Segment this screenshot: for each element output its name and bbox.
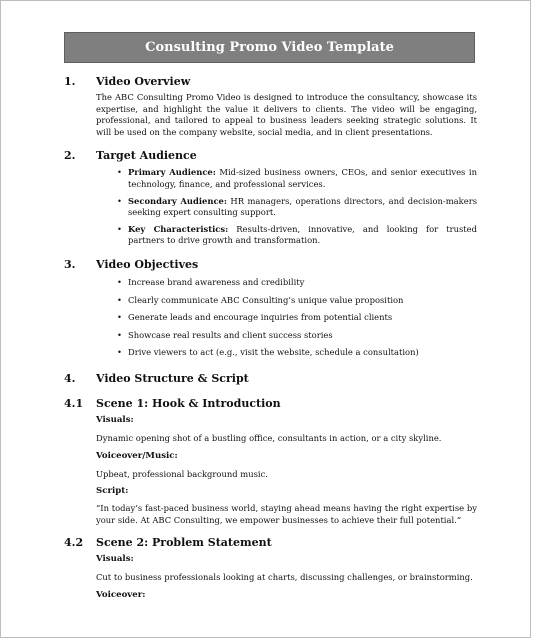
bullet-icon: • <box>117 347 122 358</box>
item-text: Showcase real results and client success stories <box>128 329 333 340</box>
list-item <box>96 295 477 307</box>
section-number: 3. <box>64 257 76 271</box>
list-item <box>96 196 477 219</box>
item-text: Clearly communicate ABC Consulting’s unique value proposition <box>128 294 404 305</box>
bullet-icon: • <box>117 294 122 305</box>
section-video-structure <box>64 372 477 386</box>
scene-heading <box>64 536 477 550</box>
item-text: Generate leads and encourage inquiries from potential clients <box>128 312 393 323</box>
section-heading <box>64 149 477 163</box>
visuals-label: Visuals: <box>96 554 134 565</box>
list-item <box>96 330 477 342</box>
visuals-label: Visuals: <box>96 414 134 425</box>
visuals-text: Dynamic opening shot of a bustling office, consultants in action, or a city skyline. <box>96 432 442 443</box>
voiceover-label: Voiceover: <box>96 589 146 600</box>
section-target-audience <box>64 149 477 247</box>
section-video-overview <box>64 75 477 138</box>
section-title: Target Audience <box>96 149 197 163</box>
section-heading <box>64 258 477 272</box>
section-number: 4. <box>64 371 76 385</box>
item-label: Primary Audience: <box>128 167 216 178</box>
scene-1 <box>64 397 477 526</box>
title-banner <box>64 32 475 63</box>
section-title: Video Structure & Script <box>96 371 249 385</box>
script-text: “In today’s fast-paced business world, staying ahead means having the right expertise by your side. At ABC Consulting, we empower businesses to achieve their full potential.” <box>96 503 477 525</box>
list-item <box>96 167 477 190</box>
scene-number: 4.1 <box>64 396 84 410</box>
visuals-text: Cut to business professionals looking at charts, discussing challenges, or brainstorming. <box>96 572 473 583</box>
scene-number: 4.2 <box>64 536 84 550</box>
section-number: 1. <box>64 75 76 88</box>
section-video-objectives <box>64 258 477 359</box>
item-text: Mid-sized business owners, CEOs, and senior executives in technology, finance, and professional services. <box>128 167 477 189</box>
section-title: Video Objectives <box>96 257 199 271</box>
scene-title: Scene 1: Hook & Introduction <box>96 396 281 410</box>
section-heading <box>64 372 477 386</box>
list-item <box>96 277 477 289</box>
overview-paragraph: The ABC Consulting Promo Video is designed to introduce the consultancy, showcase its expertise, and highlight the value it delivers to clients. The video will be engaging, professional, and tailored to appeal to business leaders seeking strategic solutions. It will be used on the company website, social media, and in client presentations. <box>96 92 477 137</box>
list-item <box>96 224 477 247</box>
list-item <box>96 347 477 359</box>
list-item <box>96 312 477 324</box>
document-body <box>64 75 477 601</box>
script-label: Script: <box>96 486 129 497</box>
voiceover-label: Voiceover/Music: <box>96 450 178 461</box>
bullet-icon: • <box>117 312 122 323</box>
item-label: Secondary Audience: <box>128 195 227 206</box>
bullet-icon: • <box>117 195 122 206</box>
scene-2 <box>64 536 477 601</box>
objectives-list <box>96 277 477 359</box>
item-label: Key Characteristics: <box>128 223 229 234</box>
item-text: Drive viewers to act (e.g., visit the website, schedule a consultation) <box>128 347 419 358</box>
section-heading <box>64 75 477 89</box>
voiceover-text: Upbeat, professional background music. <box>96 468 268 479</box>
scene-title: Scene 2: Problem Statement <box>96 536 272 550</box>
audience-list <box>96 167 477 247</box>
section-number: 2. <box>64 149 76 163</box>
item-text: HR managers, operations directors, and decision-makers seeking expert consulting support. <box>128 195 477 218</box>
bullet-icon: • <box>117 329 122 340</box>
item-text: Increase brand awareness and credibility <box>128 276 305 287</box>
bullet-icon: • <box>117 276 122 287</box>
section-title: Video Overview <box>96 75 191 88</box>
scene-heading <box>64 397 477 411</box>
bullet-icon: • <box>117 223 122 234</box>
document-title: Consulting Promo Video Template <box>145 40 394 55</box>
item-text: Results-driven, innovative, and looking for trusted partners to drive growth and transformation. <box>128 223 477 246</box>
bullet-icon: • <box>117 167 122 178</box>
